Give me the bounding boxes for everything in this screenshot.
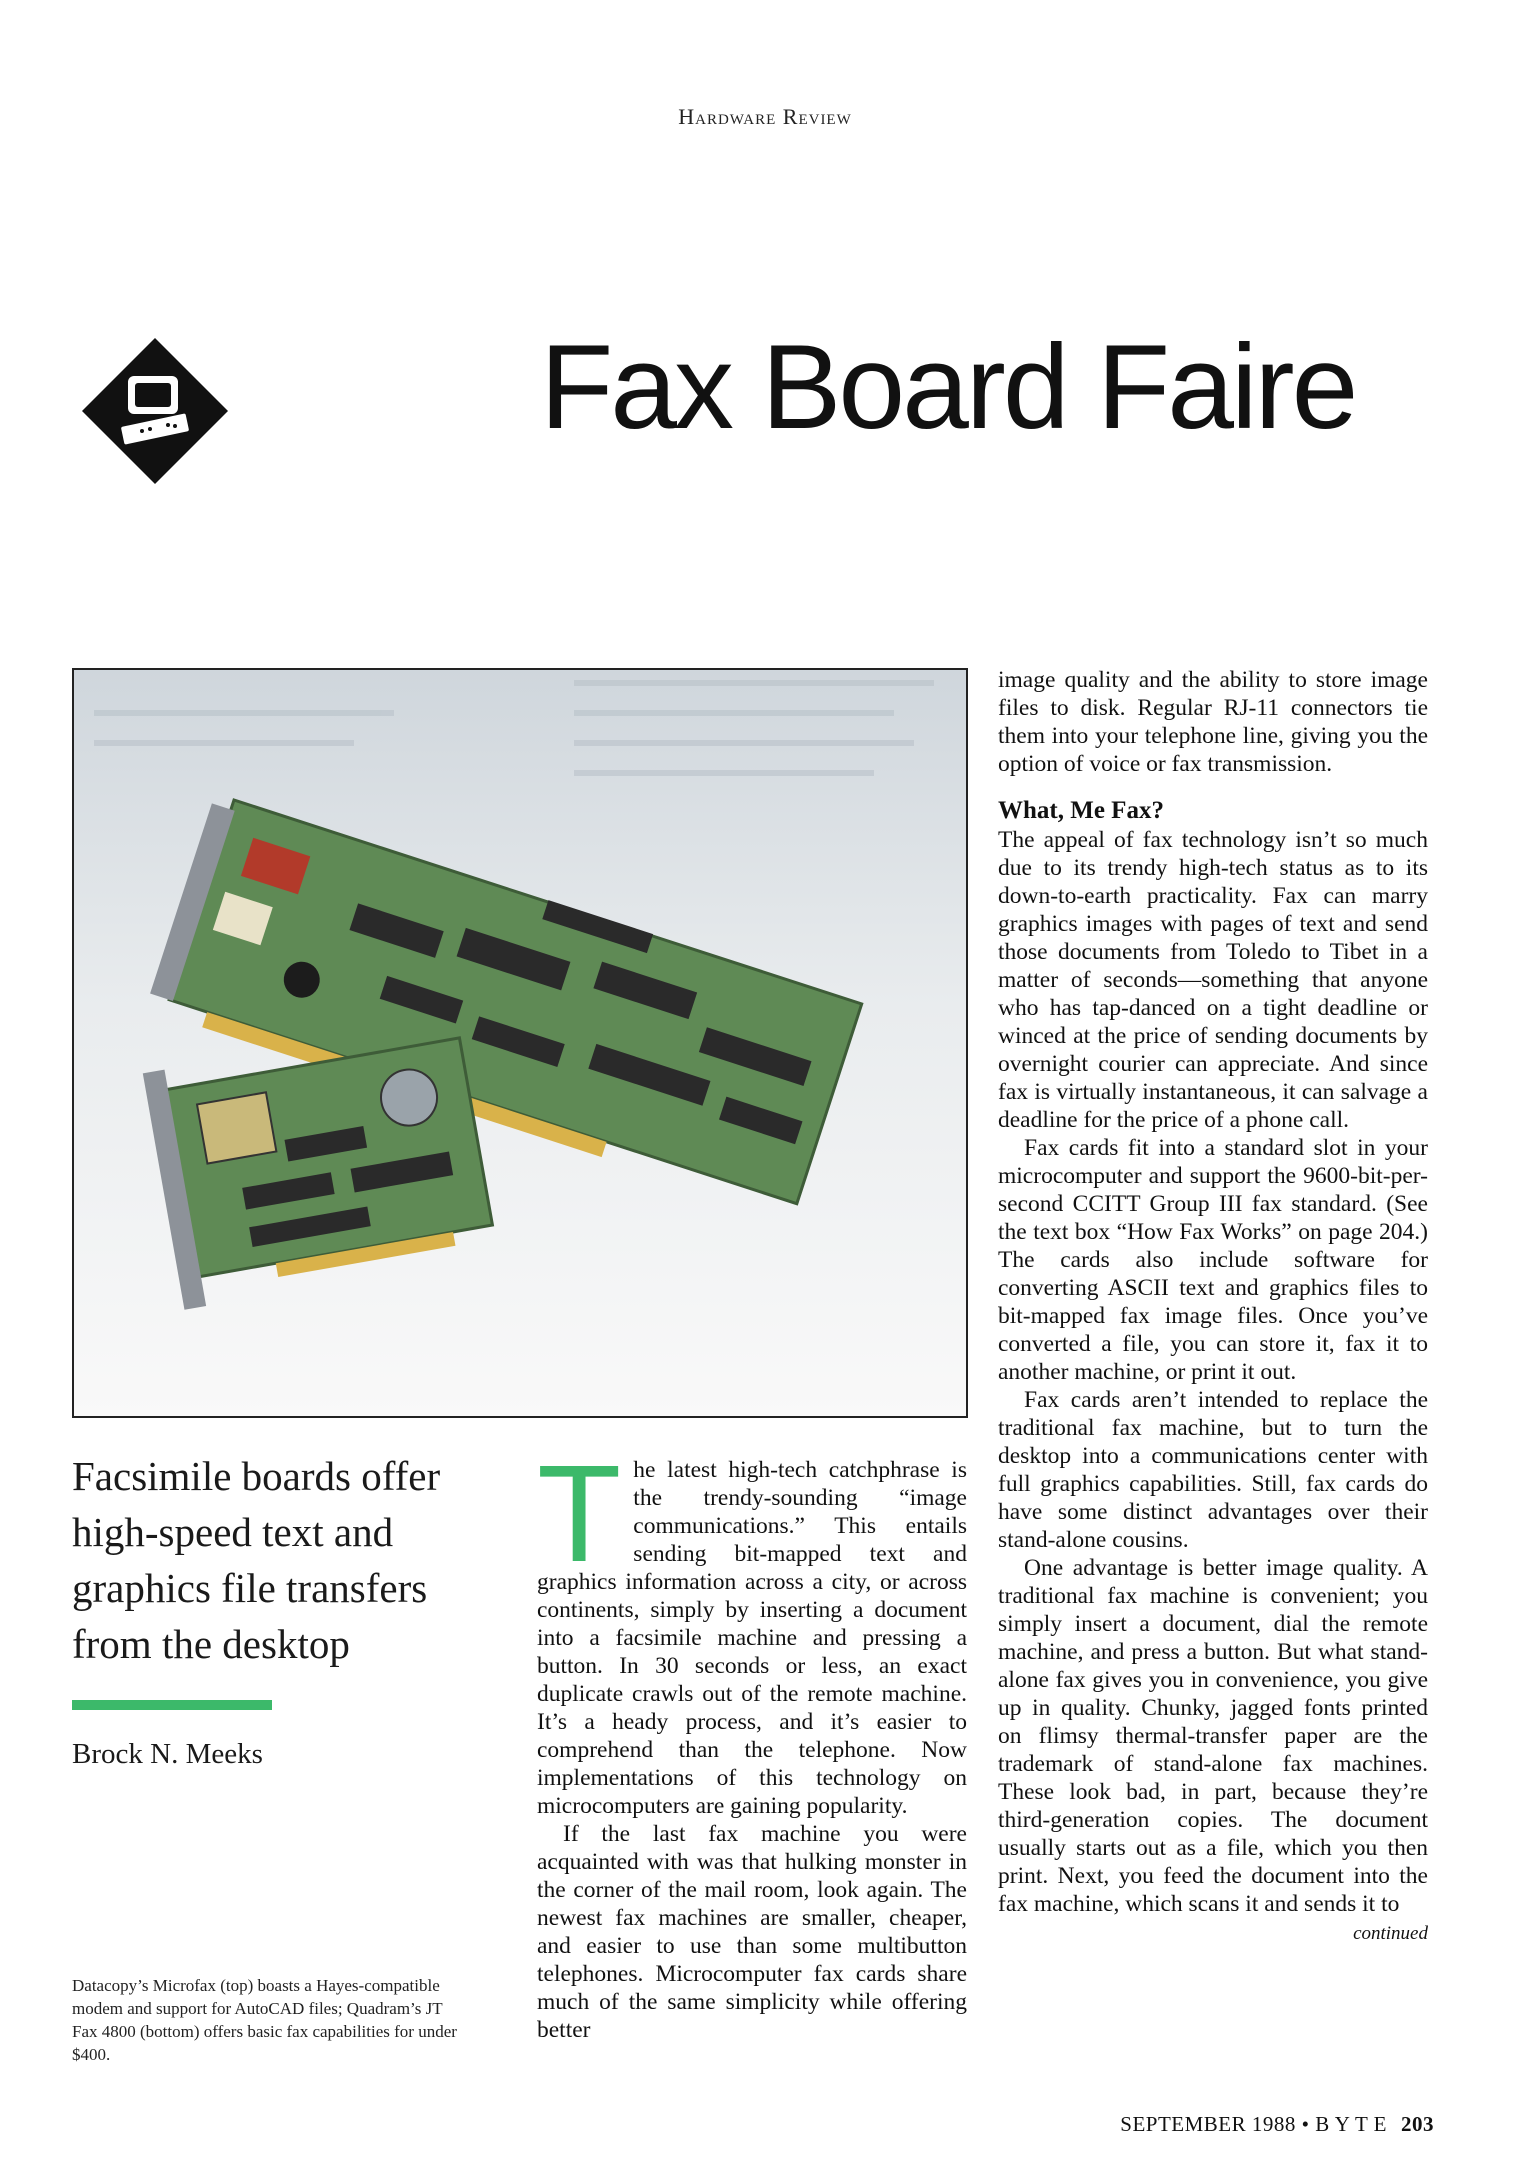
subheading: What, Me Fax? <box>998 797 1164 824</box>
body-paragraph: Fax cards fit into a standard slot in your microcomputer and support the 9600-bit-per-second CCITT Group III fax standard. (See the text box “How Fax Works” on page 204.) The cards also include software for converting ASCII text and graphics files to bit-mapped fax image files. Once you’ve converted a file, you can store it, fax it to another machine, or print it out. <box>998 1135 1428 1385</box>
body-paragraph: The appeal of fax technology isn’t so much due to its trendy high-tech status as to its down-to-earth practicality. Fax can marry graphics images with pages of text and send those documents from Toledo to Tibet in a matter of seconds—something that anyone who has tap-danced on a tight deadline or winced at the price of sending documents by overnight courier can appreciate. And since fax is virtually instantaneous, it can salvage a deadline for the price of a phone call. <box>998 827 1428 1133</box>
body-column-middle <box>537 1437 967 2044</box>
continued-label: continued <box>1353 1923 1428 1944</box>
footer-date-line: SEPTEMBER 1988 • B Y T E <box>1120 2112 1387 2136</box>
page-number: 203 <box>1401 2112 1434 2136</box>
body-paragraph: Fax cards aren’t intended to replace the traditional fax machine, but to turn the desktop into a communications center with full graphics capabilities. Still, fax cards do have some distinct advantages over their stand-alone cousins. <box>998 1387 1428 1553</box>
computer-logo-icon <box>80 336 230 486</box>
green-divider <box>72 1700 272 1710</box>
drop-cap: T <box>537 1437 622 1591</box>
section-label: Hardware Review <box>678 104 852 129</box>
body-paragraph <box>537 1437 967 1820</box>
page-footer <box>1120 2112 1434 2137</box>
article-title: Fax Board Faire <box>540 320 1356 454</box>
photo-caption: Datacopy’s Microfax (top) boasts a Hayes-compatible modem and support for AutoCAD files; Quadram’s JT Fax 4800 (bottom) offers basic fax capabilities for under $400. <box>72 1976 457 2064</box>
author-byline: Brock N. Meeks <box>72 1738 263 1770</box>
body-paragraph: If the last fax machine you were acquainted with was that hulking monster in the corner of the mail room, look again. The newest fax machines are smaller, cheaper, and easier to use than some multibutton telephones. Microcomputer fax cards share much of the same simplicity while offering better <box>537 1821 967 2043</box>
article-deck: Facsimile boards offer high-speed text and graphics file transfers from the desktop <box>72 1453 441 1667</box>
body-paragraph: image quality and the ability to store image files to disk. Regular RJ-11 connectors tie them into your telephone line, giving you the option of voice or fax transmission. <box>998 667 1428 777</box>
body-column-right <box>998 666 1428 1948</box>
fax-boards-photo <box>72 668 968 1418</box>
body-text: he latest high-tech catchphrase is the trendy-sounding “image communications.” This entails sending bit-mapped text and graphics information across a city, or across continents, simply by inserting a document into a facsimile machine and pressing a button. In 30 seconds or less, an exact duplicate crawls out of the remote machine. It’s a heady process, and it’s easier to comprehend than the telephone. Now implementations of this technology on microcomputers are gaining popularity. <box>537 1457 967 1819</box>
body-paragraph: One advantage is better image quality. A traditional fax machine is convenient; you simply insert a document, dial the remote machine, and press a button. But what stand-alone fax gives you in convenience, you give up in quality. Chunky, jagged fonts printed on flimsy thermal-transfer paper are the trademark of stand-alone fax machines. These look bad, in part, because they’re third-generation copies. The document usually starts out as a file, which you then print. Next, you feed the document into the fax machine, which scans it and sends it to <box>998 1555 1428 1917</box>
